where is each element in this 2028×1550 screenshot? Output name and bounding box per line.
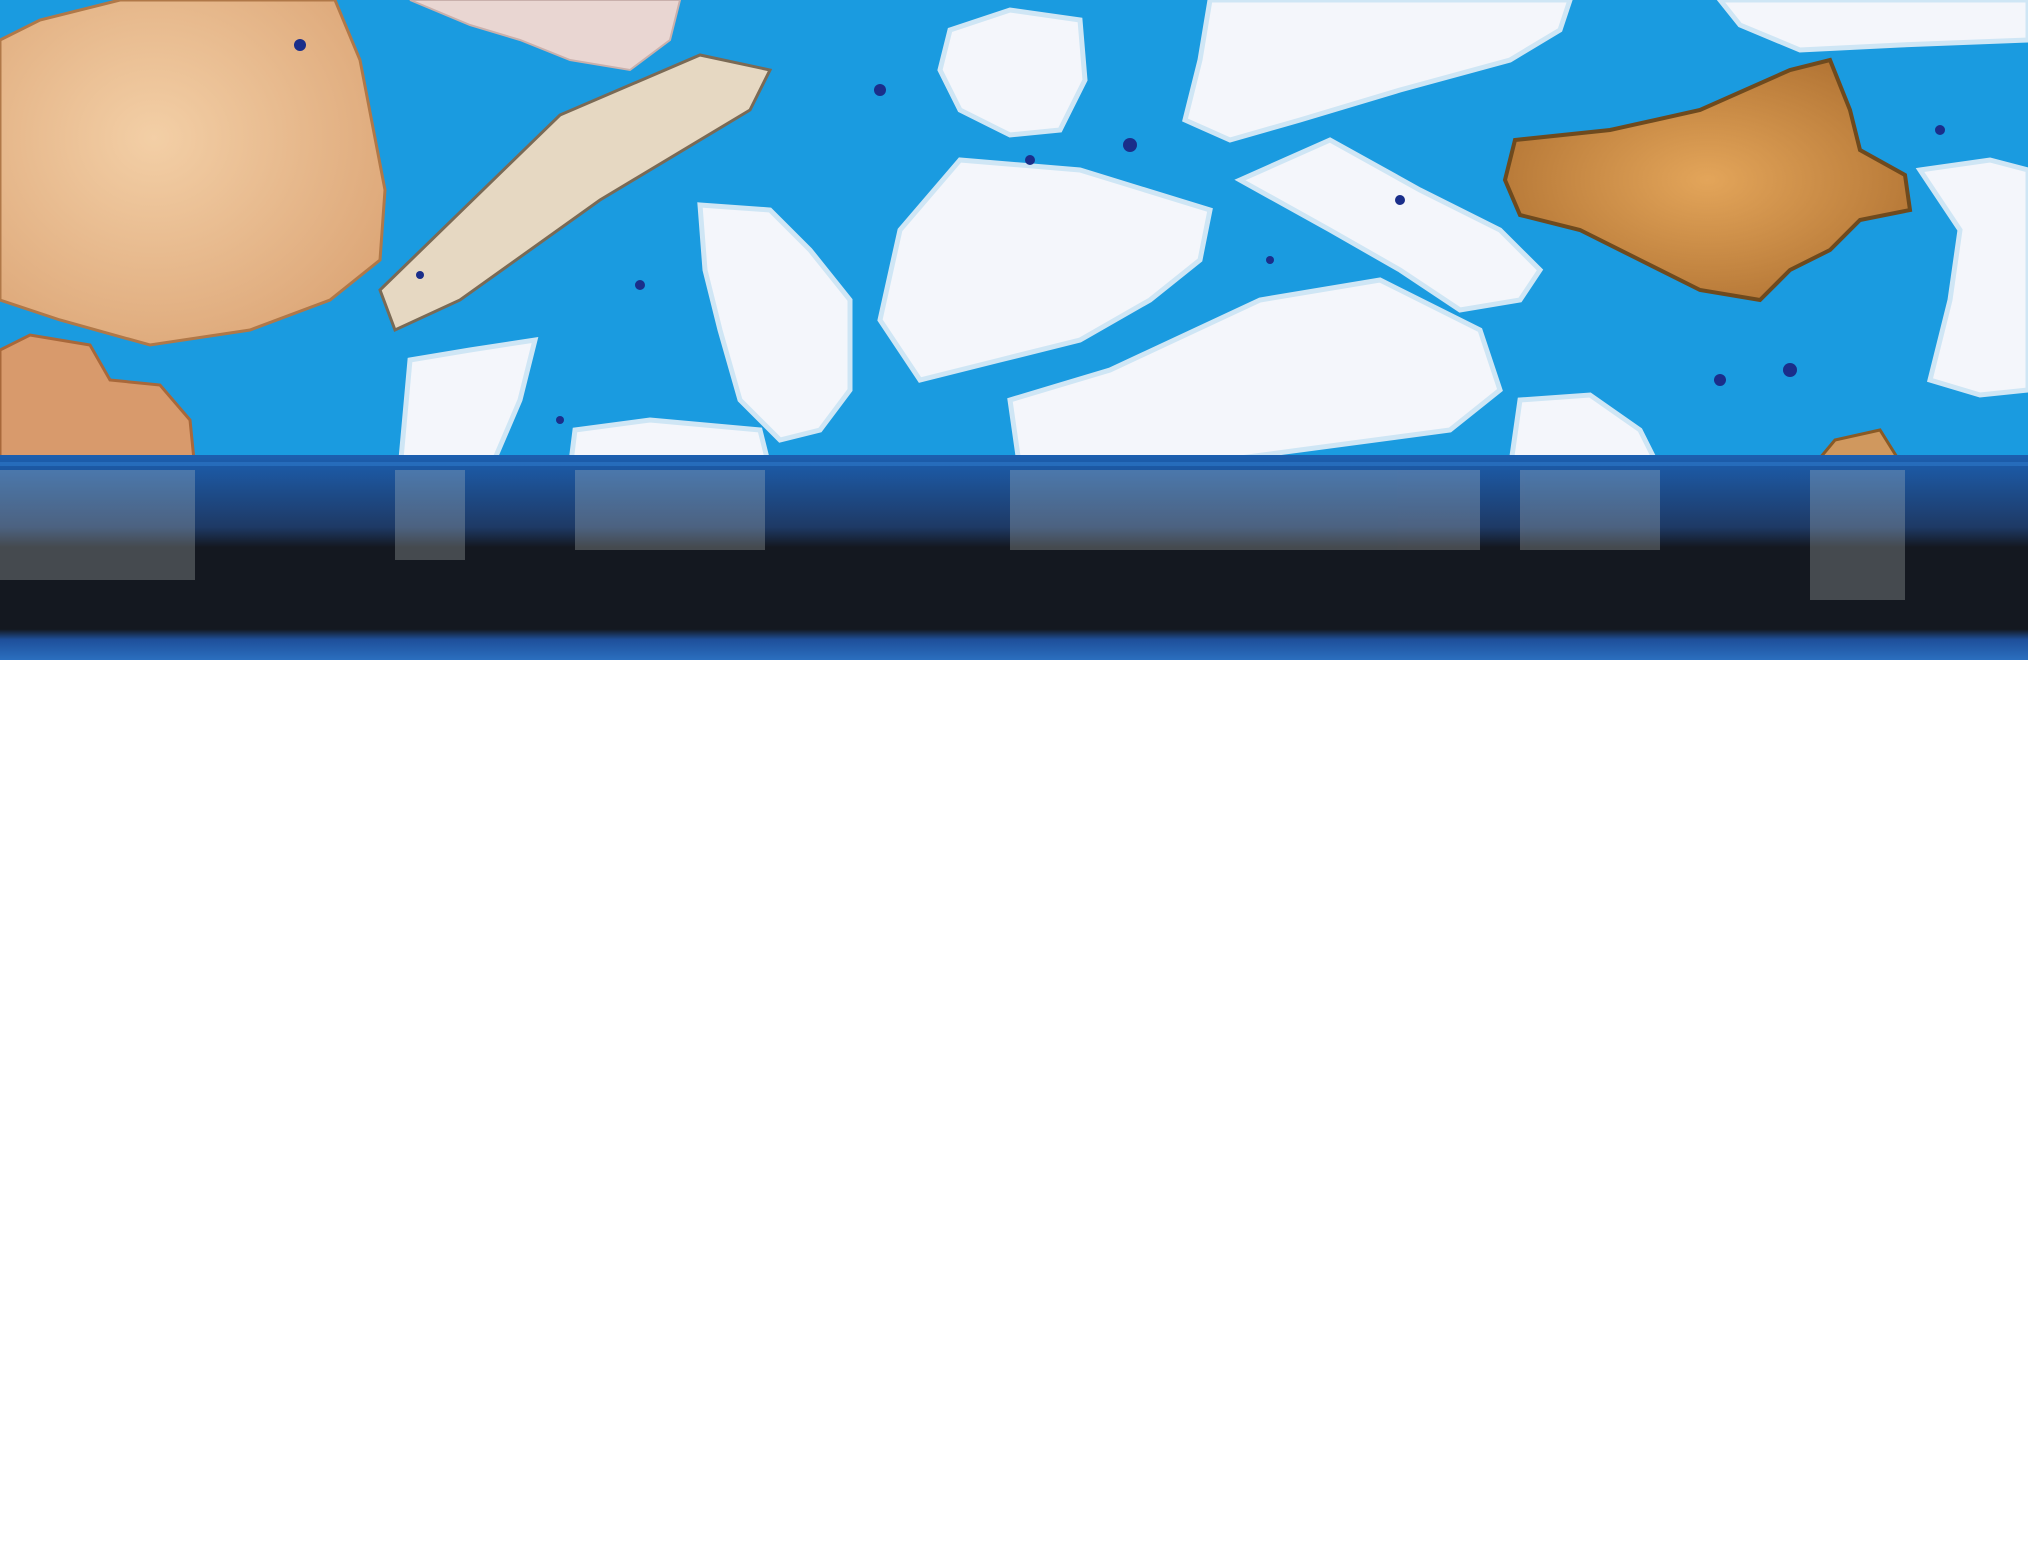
- slide-edge-highlight: [0, 462, 2028, 466]
- blank-field: [0, 660, 2028, 1550]
- feldspar-grain: [0, 0, 385, 345]
